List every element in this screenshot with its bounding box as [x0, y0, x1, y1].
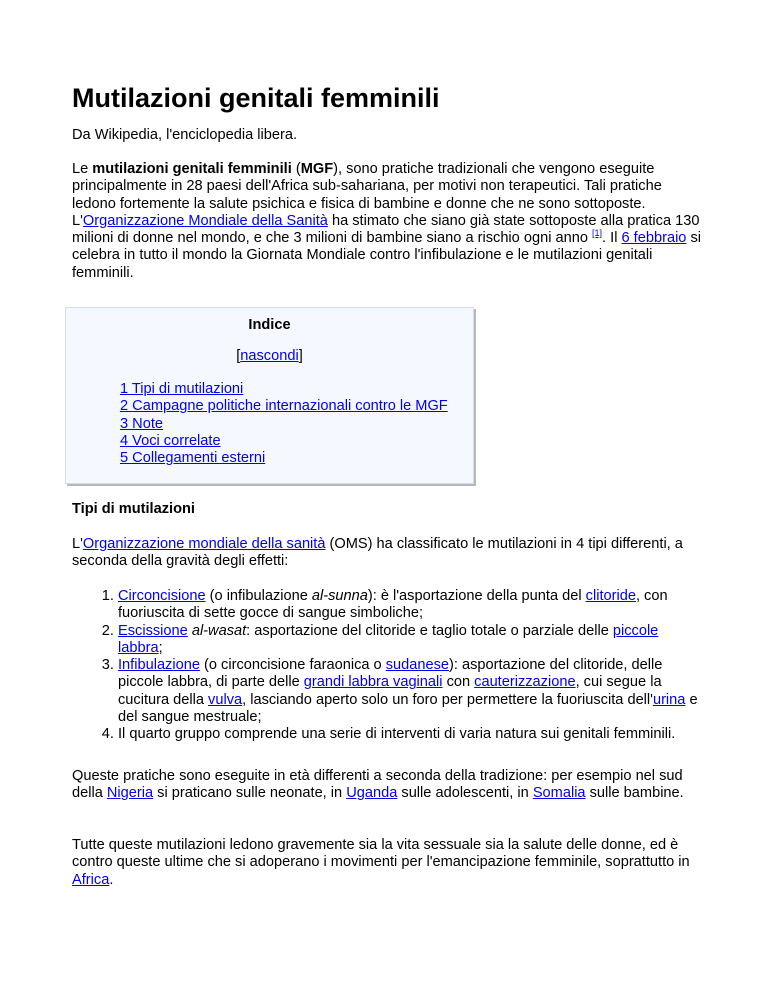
link-escissione[interactable]: Escissione [118, 622, 188, 639]
toc-item [120, 398, 448, 415]
link-infibulazione[interactable]: Infibulazione [118, 657, 200, 674]
toc-item [120, 416, 448, 433]
link-somalia[interactable]: Somalia [532, 785, 586, 802]
subtitle [72, 127, 702, 144]
intro-paragraph-2 [72, 213, 702, 282]
text: Queste pratiche sono eseguite in età differenti a seconda della tradizione: per esempio nel sud della [72, 768, 683, 802]
toc-item [120, 381, 448, 398]
link-cauterizzazione[interactable]: cauterizzazione [474, 674, 576, 691]
text: : asportazione del clitoride e taglio totale o parziale delle [246, 622, 613, 639]
bracket: ] [298, 348, 303, 364]
text: e del sangue mestruale; [118, 691, 698, 726]
table-of-contents [65, 307, 474, 484]
page-title: Mutilazioni genitali femminili [72, 83, 440, 113]
text: . [109, 871, 114, 888]
text: . Il [602, 230, 622, 247]
bold-term: mutilazioni genitali femminili [92, 161, 292, 177]
list-item-1 [118, 588, 702, 623]
link-oms[interactable]: Organizzazione Mondiale della Sanità [82, 212, 328, 229]
text: , lasciando aperto solo un foro per permettere la fuoriuscita dell' [242, 691, 653, 708]
text: Le [72, 161, 93, 177]
link-piccole-labbra[interactable]: piccole labbra [118, 622, 659, 656]
link-uganda[interactable]: Uganda [346, 785, 398, 802]
link-grandi-labbra[interactable]: grandi labbra vaginali [303, 674, 443, 691]
text: ), sono pratiche tradizionali che vengono eseguite principalmente in 28 paesi dell'Africa sub-sahariana, per motivi non terapeutici. Tali pratiche ledono fortemente la salute psichica e fisica di bambine e donne che ne sono sottoposte. [72, 161, 662, 212]
toc-link-4[interactable]: 4 Voci correlate [120, 432, 221, 449]
text: ( [291, 161, 301, 177]
text: si celebra in tutto il mondo la Giornata Mondiale contro l'infibulazione e le mutilazioni genitali femminili. [72, 230, 702, 281]
toc-link-3[interactable]: 3 Note [120, 415, 163, 432]
italic-term: al-wasat [191, 622, 247, 639]
section-intro-paragraph [72, 536, 702, 571]
link-clitoride[interactable]: clitoride [585, 588, 636, 604]
toc-title: Indice [248, 317, 291, 333]
link-urina[interactable]: urina [652, 691, 686, 708]
list-item-4: 4. Il quarto gruppo comprende una serie di interventi di varia natura sui genitali femminili. [118, 726, 702, 743]
text: ): è l'asportazione della punta del [367, 588, 586, 604]
section-paragraph-2 [72, 768, 702, 803]
toc-link-2[interactable]: 2 Campagne politiche internazionali contro le MGF [120, 398, 448, 415]
link-6-febbraio[interactable]: 6 febbraio [621, 230, 687, 247]
bold-abbr: MGF [300, 161, 334, 177]
text: ; [158, 639, 163, 656]
bracket: [ [236, 348, 241, 364]
subtitle-text: Da Wikipedia, l'enciclopedia libera. [72, 127, 298, 143]
link-oms-2[interactable]: Organizzazione mondiale della sanità [82, 536, 326, 552]
section-tipi-intro [72, 536, 702, 571]
text: ): asportazione del clitoride, delle piccole labbra, di parte delle [118, 657, 663, 691]
paragraph-eta [72, 768, 702, 803]
toc-item [120, 450, 448, 467]
toc-hide-toggle [66, 348, 473, 364]
toc-list [120, 381, 448, 467]
link-vulva[interactable]: vulva [208, 691, 243, 708]
text: sulle bambine. [585, 785, 684, 802]
section-paragraph-3 [72, 837, 702, 889]
types-list [72, 588, 702, 744]
types-list-block [72, 588, 702, 744]
intro-paragraph-1 [72, 161, 702, 213]
toc-link-1[interactable]: 1 Tipi di mutilazioni [120, 381, 244, 397]
text: (o circoncisione faraonica o [199, 657, 386, 674]
ref-link-1[interactable]: [1] [592, 228, 603, 239]
text: (o infibulazione [205, 588, 312, 604]
link-africa[interactable]: Africa [72, 871, 110, 888]
text: si praticano sulle neonate, in [153, 785, 347, 802]
text: sulle adolescenti, in [397, 785, 533, 802]
text: L' [72, 212, 83, 229]
text: Tutte queste mutilazioni ledono gravemente sia la vita sessuale sia la salute delle donne, ed è contro queste ultime che si adoperano i movimenti per l'emancipazione femminile, soprattutto in [72, 837, 690, 871]
italic-term: al-sunna [311, 588, 368, 604]
text: ha stimato che siano già state sottoposte alla pratica 130 milioni di donne nel mondo, e che 3 milioni di bambine siano a rischio ogni anno [72, 212, 700, 247]
text: L' [72, 536, 83, 552]
toc-item [120, 433, 448, 450]
link-circoncisione[interactable]: Circoncisione [118, 588, 206, 604]
text: (OMS) ha classificato le mutilazioni in 4 tipi differenti, a seconda della gravità degli effetti: [72, 536, 683, 570]
text: con [442, 674, 475, 691]
text: , cui segue la cucitura della [118, 674, 662, 708]
link-sudanese[interactable]: sudanese [385, 657, 450, 674]
text: , con fuoriuscita di sette gocce di sangue simboliche; [118, 588, 668, 622]
link-nigeria[interactable]: Nigeria [106, 785, 154, 802]
intro-section [72, 161, 702, 282]
toc-hide-link[interactable]: nascondi [240, 348, 299, 364]
paragraph-conseguenze [72, 837, 702, 889]
section-heading-tipi: Tipi di mutilazioni [72, 501, 195, 517]
list-item-3 [118, 657, 702, 726]
list-item-2 [118, 623, 702, 658]
toc-link-5[interactable]: 5 Collegamenti esterni [120, 450, 266, 467]
